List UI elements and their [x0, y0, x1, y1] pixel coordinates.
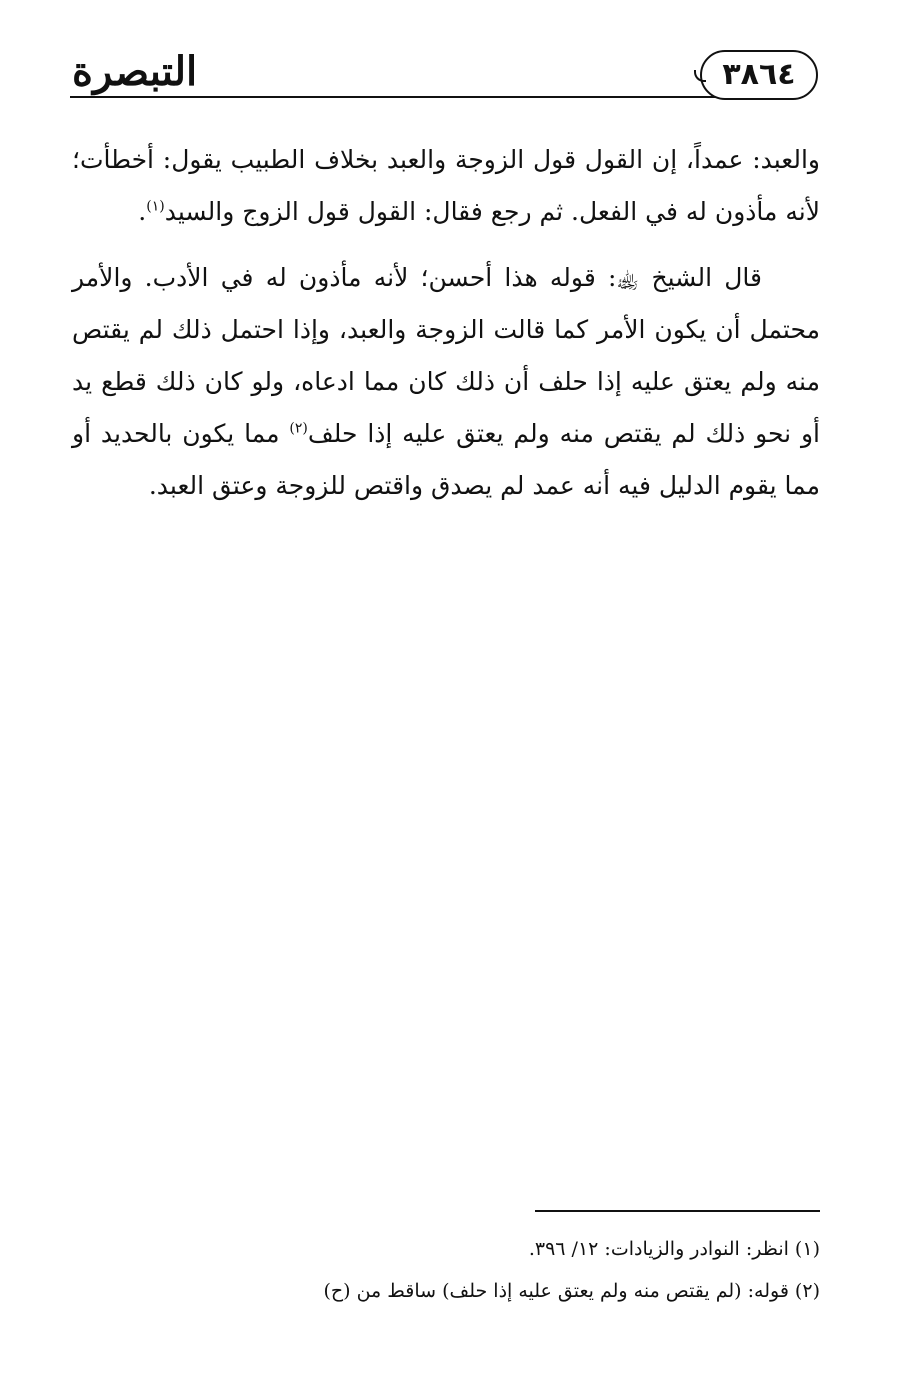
paragraph-2-end: مما يكون بالحديد أو مما يقوم الدليل فيه أنه عمد لم يصدق واقتص للزوجة وعتق العبد. [72, 419, 820, 500]
header-rule [70, 96, 735, 98]
main-text [72, 134, 820, 512]
footnote-ref-1: (١) [146, 198, 165, 215]
book-title: التبصرة [72, 48, 198, 95]
footnote-separator [535, 1210, 820, 1212]
footnote-1: (١) انظر: النوادر والزيادات: ١٢/ ٣٩٦. [528, 1238, 820, 1260]
page-number-badge [700, 50, 818, 100]
footnote-ref-2: (٢) [289, 420, 308, 437]
paragraph-1 [72, 134, 820, 238]
page-number: ٣٨٦٤ [722, 57, 796, 92]
paragraph-1-text: والعبد: عمداً، إن القول قول الزوجة والعبد بخلاف الطبيب يقول: أخطأت؛ لأنه مأذون له في الفعل. ثم رجع فقال: القول قول الزوج والسيد [72, 145, 820, 226]
page-header [0, 0, 920, 120]
paragraph-1-end: . [138, 197, 147, 226]
paragraph-2 [72, 252, 820, 512]
footnote-2: (٢) قوله: (لم يقتص منه ولم يعتق عليه إذا حلف) ساقط من (ح) [323, 1280, 820, 1302]
paragraph-2-text: قال الشيخ ﵀: قوله هذا أحسن؛ لأنه مأذون له في الأدب. والأمر محتمل أن يكون الأمر كما قالت الزوجة والعبد، وإذا احتمل ذلك لم يقتص منه ولم يعتق عليه إذا حلف أن ذلك كان مما ادعاه، ولو كان ذلك قطع يد أو نحو ذلك لم يقتص منه ولم يعتق عليه إذا حلف [72, 263, 820, 448]
footnotes [72, 1228, 820, 1312]
